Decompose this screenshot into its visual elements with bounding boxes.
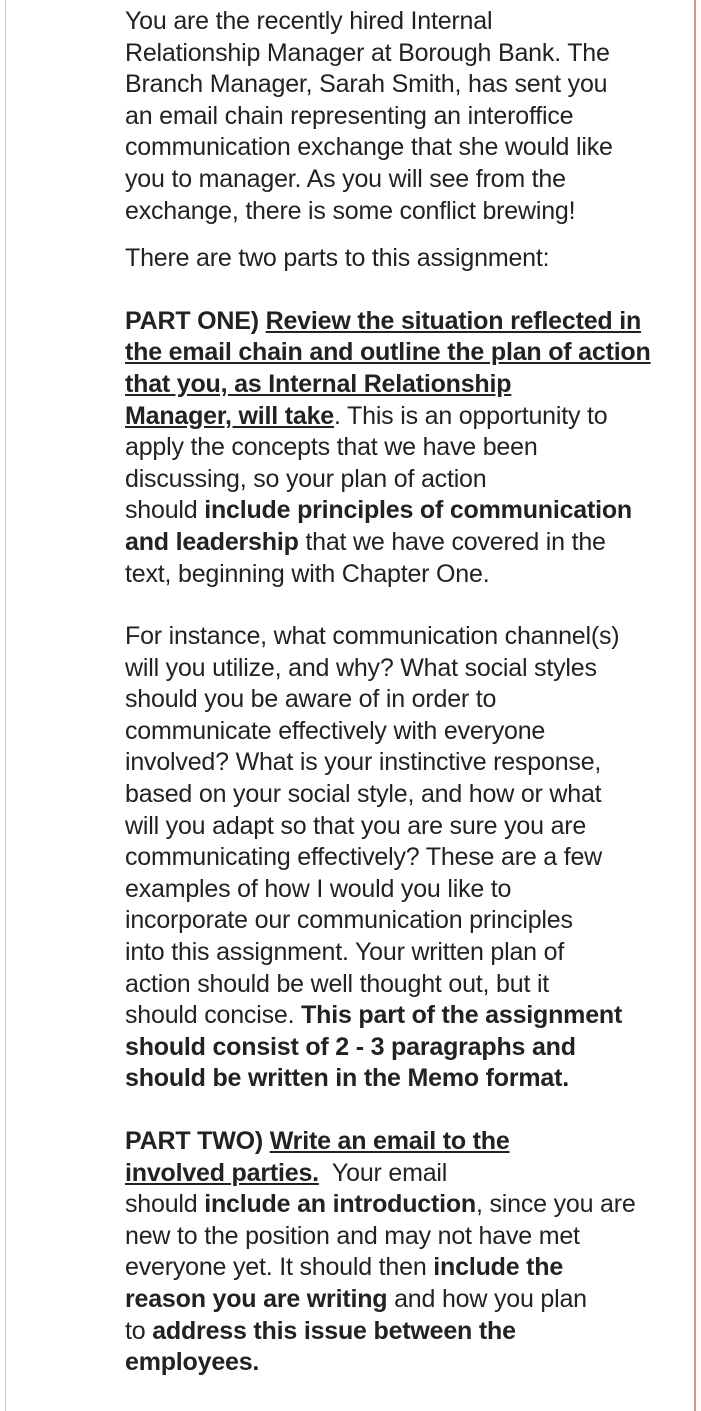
text-line <box>125 306 685 338</box>
text-line: employees. <box>125 1348 260 1377</box>
text-line <box>125 337 685 369</box>
text-line: You are the recently hired Internal <box>125 7 493 35</box>
part-one-task: that you, as Internal Relationship <box>125 369 512 398</box>
text-line: should you be aware of in order to <box>125 685 497 714</box>
left-page-border <box>5 0 6 1411</box>
text-line: will you utilize, and why? What social styles <box>125 653 597 682</box>
text-line: should include an introduction, since you are <box>125 1190 636 1219</box>
part-one-task: Manager, will take <box>125 401 334 430</box>
text-line: There are two parts to this assignment: <box>125 244 550 273</box>
text-line: Relationship Manager at Borough Bank. The <box>125 38 610 67</box>
text-line: text, beginning with Chapter One. <box>125 559 490 588</box>
text-line <box>125 369 685 401</box>
right-page-border <box>694 0 696 1411</box>
text-line: Branch Manager, Sarah Smith, has sent you <box>125 70 608 99</box>
text-line: to address this issue between the <box>125 1316 516 1345</box>
text-line: involved parties. Your email <box>125 1158 448 1187</box>
part-two-paragraph <box>125 1126 685 1379</box>
text-line: new to the position and may not have met <box>125 1221 580 1250</box>
parts-intro-paragraph <box>125 243 685 275</box>
part-one-task: the email chain and outline the plan of action <box>125 338 651 367</box>
intro-paragraph <box>125 6 685 227</box>
text-line: For instance, what communication channel(s) <box>125 622 620 651</box>
text-line: should consist of 2 - 3 paragraphs and <box>125 1032 576 1061</box>
text-line: examples of how I would you like to <box>125 874 512 903</box>
part-two-task: involved parties. <box>125 1158 319 1187</box>
part-two-heading: PART TWO) <box>125 1127 263 1155</box>
text-line: should concise. This part of the assignment <box>125 1001 623 1030</box>
text-line: should include principles of communication <box>125 496 632 525</box>
part-one-heading: PART ONE) <box>125 306 259 335</box>
part-two-task: Write an email to the <box>269 1127 510 1155</box>
text-line <box>125 1126 685 1158</box>
text-line: communicating effectively? These are a few <box>125 843 603 872</box>
text-line: Manager, will take. This is an opportunity to <box>125 401 608 430</box>
text-line: reason you are writing and how you plan <box>125 1284 587 1313</box>
text-line: should be written in the Memo format. <box>125 1064 570 1093</box>
text-line: into this assignment. Your written plan of <box>125 938 565 967</box>
part-one-paragraph <box>125 306 685 590</box>
text-line: action should be well thought out, but it <box>125 969 550 998</box>
text-line: exchange, there is some conflict brewing! <box>125 196 576 225</box>
text-line: will you adapt so that you are sure you are <box>125 811 587 840</box>
text-line: involved? What is your instinctive response, <box>125 748 602 777</box>
text-line: incorporate our communication principles <box>125 906 573 935</box>
text-line: and leadership that we have covered in the <box>125 527 606 556</box>
guidance-paragraph <box>125 621 685 1095</box>
text-line: everyone yet. It should then include the <box>125 1253 564 1282</box>
text-line: apply the concepts that we have been <box>125 433 538 462</box>
text-line: based on your social style, and how or what <box>125 780 602 809</box>
text-line: you to manager. As you will see from the <box>125 164 566 193</box>
text-line: discussing, so your plan of action <box>125 464 487 493</box>
text-line: communicate effectively with everyone <box>125 716 546 745</box>
text-line: an email chain representing an interoffice <box>125 101 574 130</box>
part-one-task: Review the situation reflected in <box>265 306 642 335</box>
text-line: communication exchange that she would like <box>125 133 613 162</box>
assignment-document <box>125 6 685 1379</box>
